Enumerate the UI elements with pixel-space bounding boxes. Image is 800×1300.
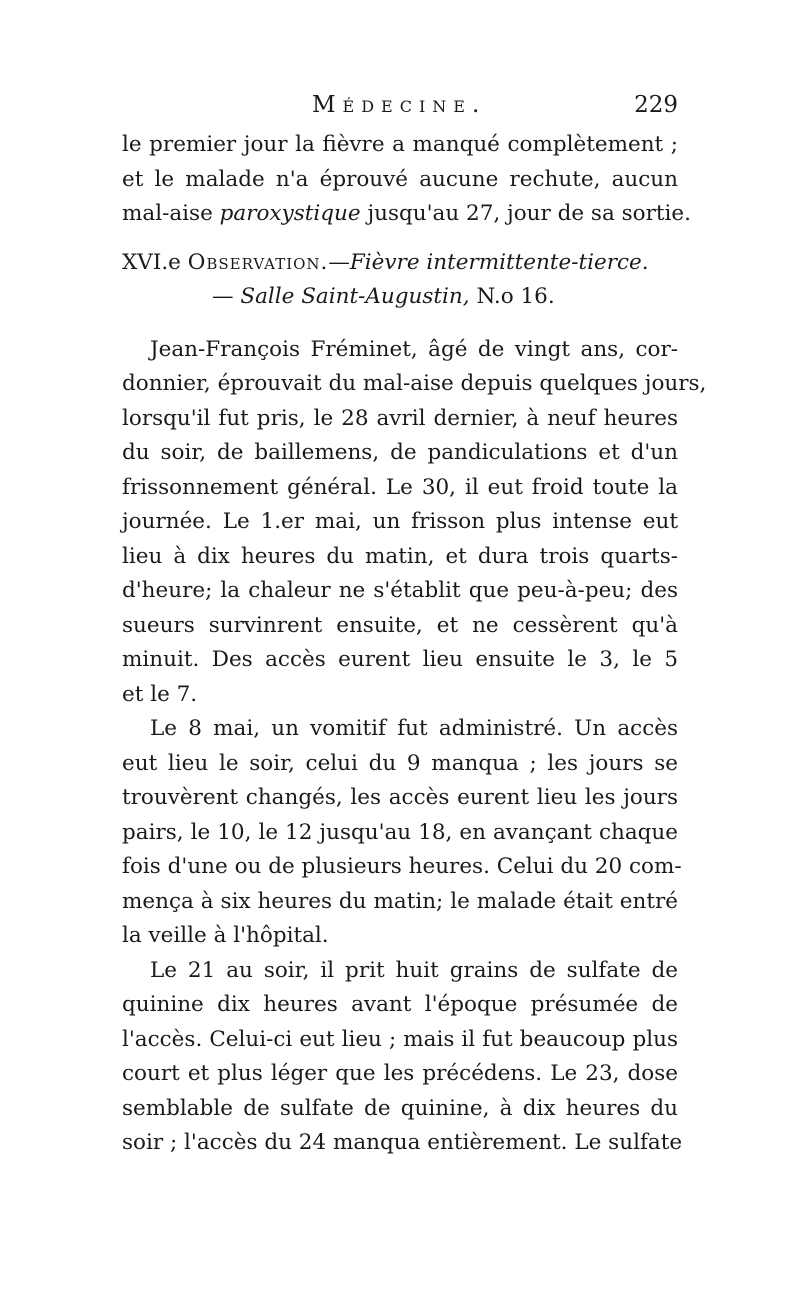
text-line: Le 21 au soir, il prit huit grains de sulfate de — [150, 957, 678, 983]
paragraph-1 — [122, 333, 707, 713]
text-line: trouvèrent changés, les accès eurent lieu les jours — [122, 785, 678, 810]
running-head-title: Médecine. — [312, 92, 487, 118]
paragraph-2 — [122, 712, 682, 954]
italic-word: paroxystique — [219, 201, 361, 226]
page-number: 229 — [634, 92, 678, 118]
text-line: lieu à dix heures du matin, et dura trois quarts- — [122, 543, 678, 569]
text-line: soir ; l'accès du 24 manqua entièrement. Le sulfate — [122, 1130, 683, 1155]
intro-text — [122, 128, 691, 232]
observation-heading — [122, 246, 678, 315]
running-head — [122, 92, 678, 128]
observation-title-line — [122, 246, 678, 281]
text-line: du soir, de baillemens, de pandiculations et d'un — [122, 440, 678, 465]
text-line: donnier, éprouvait du mal-aise depuis quelques jours, — [122, 371, 707, 396]
text-line: et le malade n'a éprouvé aucune rechute, aucun — [122, 166, 678, 192]
text-line: fois d'une ou de plusieurs heures. Celui du 20 com- — [122, 854, 682, 879]
text-line: quinine dix heures avant l'époque présumée de — [122, 992, 678, 1017]
observation-title: Fièvre intermittente-tierce. — [349, 249, 649, 275]
ward-name: Salle Saint-Augustin, — [240, 284, 470, 309]
text-line: pairs, le 10, le 12 jusqu'au 18, en avançant chaque — [122, 819, 678, 845]
text-line: frissonnement général. Le 30, il eut froid toute la — [122, 474, 678, 500]
text-line: Le 8 mai, un vomitif fut administré. Un accès — [150, 716, 678, 741]
text-line: eut lieu le soir, celui du 9 manqua ; les jours se — [122, 750, 678, 776]
bed-number: N.o 16. — [476, 284, 555, 309]
text-line: d'heure; la chaleur ne s'établit que peu-à-peu; des — [122, 578, 678, 603]
ward-dash: — — [212, 284, 234, 309]
text-line: mal-aise paroxystique jusqu'au 27, jour de sa sortie. — [122, 201, 691, 226]
text-line: la veille à l'hôpital. — [122, 923, 329, 948]
text-line: journée. Le 1.er mai, un frisson plus intense eut — [122, 509, 678, 534]
observation-ward-line — [122, 280, 678, 315]
book-page — [122, 92, 707, 1161]
observation-label: Observation. — [187, 249, 329, 275]
text-line: semblable de sulfate de quinine, à dix heures du — [122, 1095, 678, 1121]
text-line: minuit. Des accès eurent lieu ensuite le 3, le 5 — [122, 647, 678, 672]
text-line: lorsqu'il fut pris, le 28 avril dernier, à neuf heures — [122, 405, 678, 431]
text-line: Jean-François Fréminet, âgé de vingt ans, cor- — [150, 336, 678, 362]
observation-dash: — — [328, 249, 350, 275]
text-line: court et plus léger que les précédens. Le 23, dose — [122, 1061, 678, 1086]
text-line: sueurs survinrent ensuite, et ne cessèrent qu'à — [122, 612, 678, 638]
text-line: le premier jour la fièvre a manqué complètement ; — [122, 132, 678, 157]
text-line: et le 7. — [122, 681, 198, 707]
observation-number: XVI.e — [122, 249, 181, 275]
text-line: l'accès. Celui-ci eut lieu ; mais il fut beaucoup plus — [122, 1026, 678, 1052]
paragraph-3 — [122, 954, 683, 1161]
text-line: mença à six heures du matin; le malade était entré — [122, 888, 678, 914]
